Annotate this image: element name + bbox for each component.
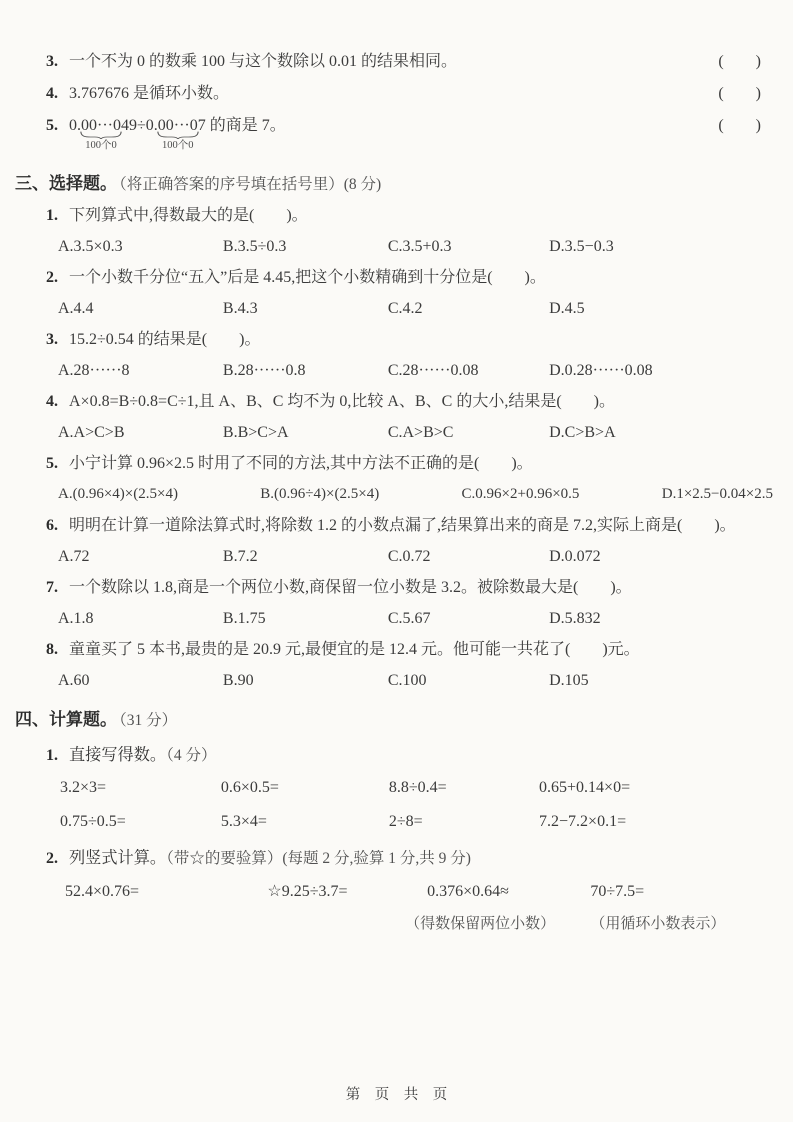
options-row [58,541,775,572]
expression: 52.4×0.76= [65,883,140,900]
option-a: A.1.8 [58,610,94,627]
option-a: A.3.5×0.3 [58,238,123,255]
expression: 8.8÷0.4= [388,779,447,796]
option-a: A.60 [58,672,90,689]
question-number: 5. [46,455,58,472]
options-row [58,603,775,634]
option-b: B.4.3 [222,300,258,317]
option-d: D.1×2.5−0.04×2.5 [661,486,773,502]
option-b: B.7.2 [222,548,258,565]
expression: ☆9.25÷3.7= [267,883,348,900]
page-footer: 第 页 共 页 [345,1087,448,1103]
option-d: D.4.5 [549,300,585,317]
underbrace-icon [157,131,199,139]
option-b: B.90 [222,672,254,689]
section-title: 选择题。 [49,174,117,193]
number-part: 49÷0. [120,117,158,134]
question-text [69,110,710,151]
expression: 0.376×0.64≈ [427,883,509,900]
column-calc-problems [65,876,775,940]
option-d: D.0.28······0.08 [549,362,653,379]
judgment-item [46,46,775,77]
option-c: C.100 [387,672,427,689]
underbrace-icon [80,131,122,139]
answer-bracket: ( ) [718,53,761,70]
question-number: 8. [46,641,58,658]
question-number: 4. [46,393,58,410]
question-stem: 15.2÷0.54 的结果是( )。 [69,331,261,348]
zeros-run: 00···0 [81,117,121,134]
question-stem: 童童买了 5 本书,最贵的是 20.9 元,最便宜的是 12.4 元。他可能一共花了( )元。 [69,641,640,658]
expression: 0.6×0.5= [220,779,279,796]
choice-question-8 [46,634,775,696]
judgment-item [46,110,775,151]
direct-write-row-2 [60,805,775,839]
underbrace-group [157,110,198,151]
column-calc-heading [46,843,775,874]
option-c: C.3.5+0.3 [387,238,452,255]
subquestion-title: 列竖式计算。 [69,849,167,867]
option-b: B.1.75 [222,610,266,627]
subquestion-number: 2. [46,850,58,867]
option-d: D.5.832 [549,610,601,627]
calc-section [15,740,775,940]
question-number: 4. [46,85,58,102]
question-number: 7. [46,579,58,596]
expression: 5.3×4= [220,813,267,830]
option-c: C.A>B>C [387,424,454,441]
zeros-run: 00···0 [157,117,198,134]
underbrace-group [81,110,121,151]
question-text: 3.767676 是循环小数。 [69,85,230,102]
option-c: C.4.2 [387,300,423,317]
options-row [58,231,775,262]
number-part: 0. [69,117,81,134]
direct-write-heading [46,740,775,771]
option-c: C.0.72 [387,548,431,565]
section-note: （将正确答案的序号填在括号里）(8 分) [119,176,382,193]
choice-question-5 [46,448,775,510]
expression: 70÷7.5= [590,883,645,900]
option-d: D.0.072 [549,548,601,565]
choice-question-2 [46,262,775,324]
option-a: A.(0.96×4)×(2.5×4) [58,486,178,502]
option-a: A.28······8 [58,362,130,379]
options-row [58,665,775,696]
judgment-section [15,46,775,151]
answer-bracket: ( ) [718,85,761,102]
subquestion-number: 1. [46,747,58,764]
direct-write-row-1 [60,771,775,805]
option-b: B.3.5÷0.3 [222,238,287,255]
question-stem: A×0.8=B÷0.8=C÷1,且 A、B、C 均不为 0,比较 A、B、C 的大小,结果是( )。 [69,393,615,410]
judgment-item [46,78,775,109]
option-b: B.(0.96÷4)×(2.5×4) [260,486,380,502]
answer-bracket: ( ) [718,117,761,134]
options-row [58,417,775,448]
calc-section-heading [15,704,775,736]
expression: 3.2×3= [60,779,107,796]
zeros-count-label: 100个0 [162,140,194,151]
options-row [58,355,775,386]
options-row [58,293,775,324]
expression-note: （得数保留两位小数） [405,916,556,932]
expression: 2÷8= [388,813,423,830]
question-stem: 小宁计算 0.96×2.5 时用了不同的方法,其中方法不正确的是( )。 [69,455,533,472]
question-number: 3. [46,53,58,70]
choice-section-heading [15,168,775,200]
question-number: 2. [46,269,58,286]
option-b: B.B>C>A [222,424,289,441]
option-a: A.4.4 [58,300,94,317]
expression-note [267,908,427,940]
question-number: 3. [46,331,58,348]
subquestion-note: （4 分） [166,747,217,764]
expression: 0.75÷0.5= [60,813,126,830]
section-note: （31 分） [119,712,178,729]
option-d: D.3.5−0.3 [549,238,614,255]
question-number: 6. [46,517,58,534]
choice-question-3 [46,324,775,386]
expression-note [65,908,267,940]
question-stem: 下列算式中,得数最大的是( )。 [69,207,308,224]
question-stem: 一个数除以 1.8,商是一个两位小数,商保留一位小数是 3.2。被除数最大是( )。 [69,579,632,596]
choice-question-7 [46,572,775,634]
expression: 0.65+0.14×0= [539,779,631,796]
zeros-count-label: 100个0 [85,140,117,151]
option-a: A.72 [58,548,90,565]
choice-question-1 [46,200,775,262]
option-c: C.28······0.08 [387,362,479,379]
choice-section [15,200,775,696]
question-stem: 一个小数千分位“五入”后是 4.45,把这个小数精确到十分位是( )。 [69,269,546,286]
section-title: 计算题。 [49,710,117,729]
option-c: C.0.96×2+0.96×0.5 [461,486,580,502]
question-number: 5. [46,117,58,134]
options-row [58,479,773,510]
option-c: C.5.67 [387,610,431,627]
subquestion-note: （带☆的要验算）(每题 2 分,验算 1 分,共 9 分) [166,850,471,867]
number-part: 7 的商是 7。 [197,117,286,134]
question-text: 一个不为 0 的数乘 100 与这个数除以 0.01 的结果相同。 [69,53,458,70]
subquestion-title: 直接写得数。 [69,746,167,764]
question-stem: 明明在计算一道除法算式时,将除数 1.2 的小数点漏了,结果算出来的商是 7.2,实际上商是( )。 [69,517,736,534]
expression: 7.2−7.2×0.1= [539,813,627,830]
question-number: 1. [46,207,58,224]
choice-question-6 [46,510,775,572]
section-number: 四、 [15,710,49,729]
option-b: B.28······0.8 [222,362,306,379]
option-d: D.105 [549,672,589,689]
option-a: A.A>C>B [58,424,125,441]
section-number: 三、 [15,174,49,193]
expression-note: （用循环小数表示） [590,916,726,932]
choice-question-4 [46,386,775,448]
option-d: D.C>B>A [549,424,616,441]
